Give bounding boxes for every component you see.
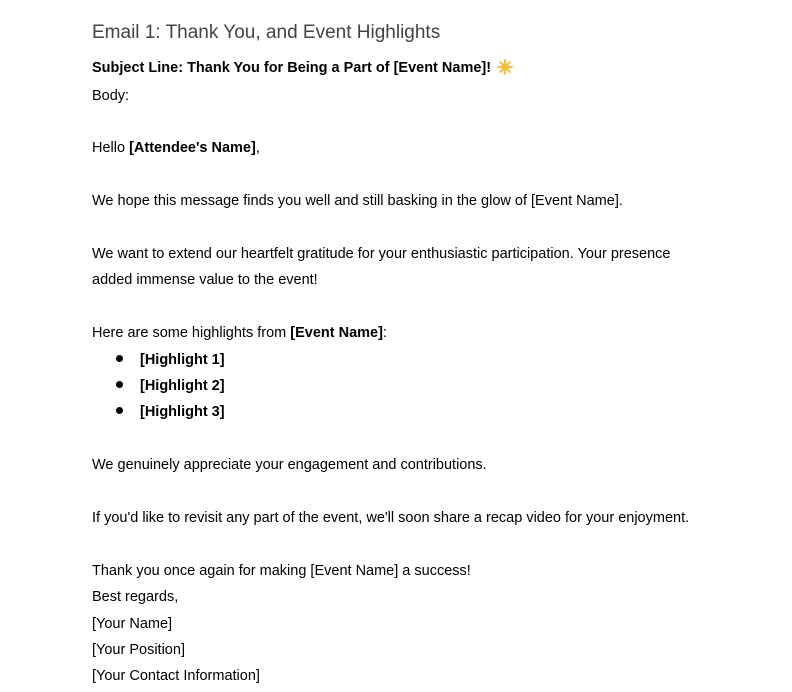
- list-item: [116, 350, 225, 370]
- email-heading: Email 1: Thank You, and Event Highlights: [92, 22, 441, 43]
- signature-position: [Your Position]: [92, 642, 185, 658]
- bullet-icon: [116, 355, 123, 362]
- bullet-icon: [116, 407, 123, 414]
- highlight-text: [Highlight 3]: [140, 404, 225, 420]
- paragraph-4: If you'd like to revisit any part of the event, we'll soon share a recap video for your enjoyment.: [92, 510, 690, 526]
- signature-name: [Your Name]: [92, 616, 173, 632]
- highlights-intro-event: [Event Name]: [290, 325, 383, 341]
- sign-off: Best regards,: [92, 589, 179, 605]
- highlight-text: [Highlight 1]: [140, 352, 225, 368]
- paragraph-3: We genuinely appreciate your engagement and contributions.: [92, 457, 487, 473]
- body-label: Body:: [92, 88, 130, 104]
- paragraph-2-line-2: added immense value to the event!: [92, 272, 318, 288]
- paragraph-1: We hope this message finds you well and still basking in the glow of [Event Name].: [92, 193, 623, 209]
- highlights-intro-suffix: :: [382, 325, 387, 341]
- highlight-text: [Highlight 2]: [140, 378, 225, 394]
- subject-line: [92, 58, 513, 78]
- highlights-intro-prefix: Here are some highlights from: [92, 325, 291, 341]
- greeting-prefix: Hello: [92, 140, 130, 156]
- paragraph-2-line-1: We want to extend our heartfelt gratitude for your enthusiastic participation. Your presence: [92, 246, 671, 262]
- bullet-icon: [116, 381, 123, 388]
- closing-line: Thank you once again for making [Event Name] a success!: [92, 563, 471, 579]
- greeting-line: [92, 138, 260, 158]
- highlights-intro: [92, 323, 387, 343]
- sun-icon: [497, 59, 513, 75]
- signature-contact: [Your Contact Information]: [92, 668, 260, 684]
- subject-text: Subject Line: Thank You for Being a Part of [Event Name]!: [92, 60, 492, 76]
- list-item: [116, 402, 225, 422]
- list-item: [116, 376, 225, 396]
- greeting-suffix: ,: [255, 140, 260, 156]
- attendee-name: [Attendee's Name]: [129, 140, 256, 156]
